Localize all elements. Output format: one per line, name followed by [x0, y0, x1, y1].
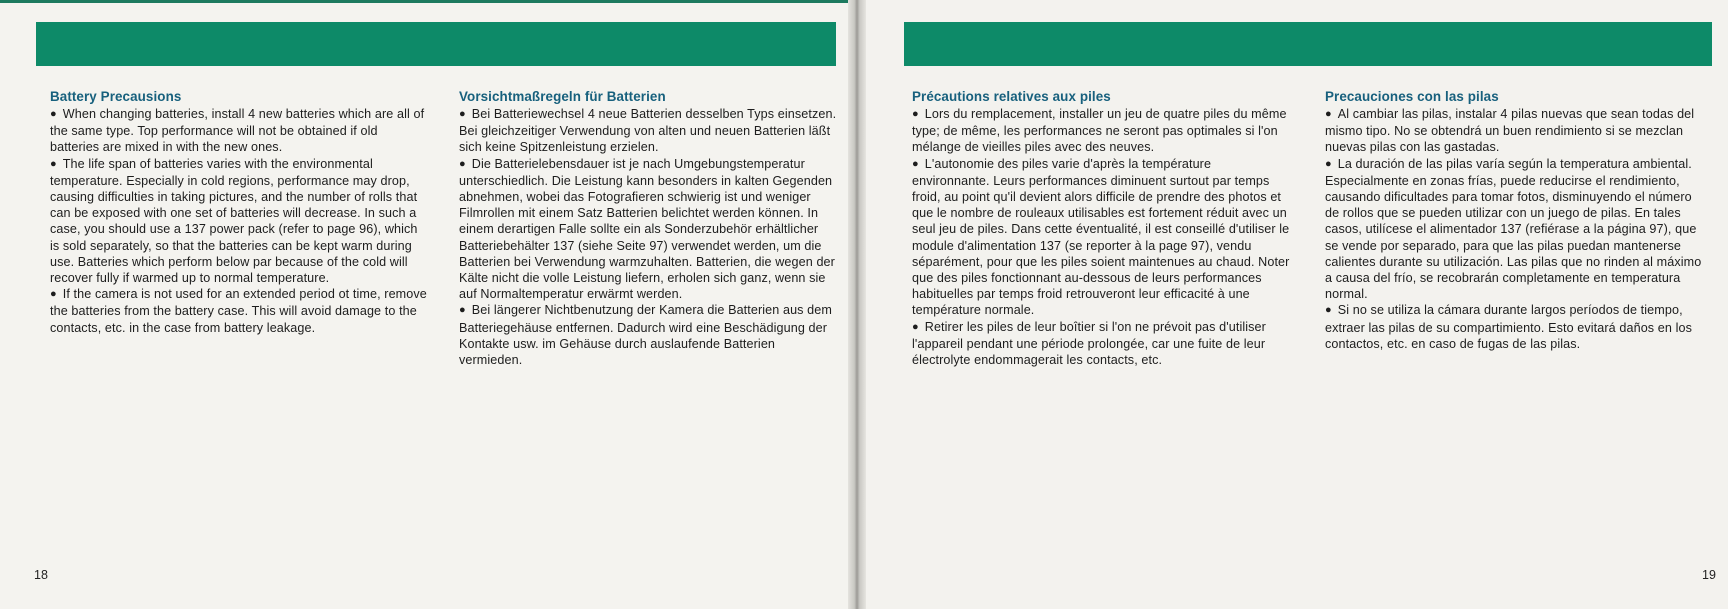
paragraph: ● Die Batterielebensdauer ist je nach Umgebungstemperatur unterschiedlich. Die Leistung kann besonders in kalten Gegenden abnehmen, wobei das Fotografieren schwierig ist und weniger Filmrollen mit einem Satz Batterien belichtet werden können. In einem derartigen Falle sollte ein als Sonderzubehör erhältlicher Batteriebehälter 137 (siehe Seite 97) verwendet werden, um die Batterien bei Verwendung warmzuhalten. Batterien, die wegen der Kälte nicht die volle Leistung liefern, erholen sich ganz, wenn sie auf Normaltemperatur erwärmt werden.: [459, 156, 835, 302]
section-heading: Précautions relatives aux piles: [912, 89, 1111, 104]
paragraph: ● The life span of batteries varies with the environmental temperature. Especially in cold regions, performance may drop, causing difficulties in taking pictures, and the number of rolls that can be exposed with one set of batteries will decrease. In such a case, you should use a 137 power pack (refer to page 96), which is sold separately, so that the batteries can be kept warm during use. Batteries which perform below par because of the cold will recover fully if warmed up to normal temperature.: [50, 156, 418, 286]
bullet-icon: ●: [50, 157, 57, 170]
paragraph: ● Bei längerer Nichtbenutzung der Kamera die Batterien aus dem Batteriegehäuse entfernen. Dadurch wird eine Beschädigung der Kontakte usw. im Gehäuse durch auslaufende Batterien vermieden.: [459, 303, 832, 368]
section-spanish: [1325, 88, 1703, 352]
bullet-icon: ●: [459, 108, 466, 120]
paragraph: ● Retirer les piles de leur boîtier si l'on ne prévoit pas d'utiliser l'appareil pendant une période prolongée, car une fuite de leur électrolyte endommagerait les contacts, etc.: [912, 319, 1266, 368]
paragraph: ● Bei Batteriewechsel 4 neue Batterien desselben Typs einsetzen. Bei gleichzeitiger Verwendung von alten und neuen Batterien läßt sich keine Spitzenleistung erzielen.: [459, 107, 837, 155]
bullet-icon: ●: [459, 157, 466, 170]
bullet-icon: ●: [50, 288, 57, 301]
section-french: [912, 88, 1290, 368]
bullet-icon: ●: [50, 108, 57, 120]
paragraph: ● Lors du remplacement, installer un jeu de quatre piles du même type; de même, les performances ne seront pas optimales si l'on mélange de vieilles piles avec des neuves.: [912, 107, 1287, 155]
paragraph: ● When changing batteries, install 4 new batteries which are all of the same type. Top performance will not be obtained if old batteries are mixed in with the new ones.: [50, 107, 425, 155]
section-heading: Vorsichtmaßregeln für Batterien: [459, 89, 666, 104]
book-gutter: [848, 0, 866, 609]
paragraph: ● If the camera is not used for an extended period ot time, remove the batteries from the battery case. This will avoid damage to the contacts, etc. in the case from battery leakage.: [50, 287, 427, 335]
bullet-icon: ●: [459, 304, 466, 317]
bullet-icon: ●: [1325, 304, 1332, 317]
header-band-left: [36, 22, 836, 66]
bullet-icon: ●: [912, 108, 919, 120]
section-heading: Battery Precausions: [50, 89, 182, 104]
section-english: [50, 88, 430, 336]
bullet-icon: ●: [912, 157, 919, 170]
paragraph: ● Si no se utiliza la cámara durante largos períodos de tiempo, extraer las pilas de su compartimiento. Esto evitará daños en los contactos, etc. en caso de fugas de las pilas.: [1325, 303, 1693, 351]
section-german: [459, 88, 839, 368]
page-number-left: 18: [34, 568, 48, 582]
section-heading: Precauciones con las pilas: [1325, 89, 1499, 104]
page-number-right: 19: [1702, 568, 1716, 582]
header-band-right: [904, 22, 1712, 66]
bullet-icon: ●: [1325, 157, 1332, 170]
top-rule: [0, 0, 848, 3]
bullet-icon: ●: [912, 320, 919, 333]
paragraph: ● L'autonomie des piles varie d'après la température environnante. Leurs performances diminuent surtout par temps froid, au point qu'il devient alors difficile de prendre des photos et que le nombre de rouleaux utilisables est fortement réduit avec un seul jeu de piles. Dans cette éventualité, il est conseillé d'utiliser le module d'alimentation 137 (se reporter à la page 97), vendu séparément, pour que les piles soient maintenues au chaud. Noter que des piles fonctionnant au-dessous de leurs performances habituelles par temps froid retrouveront leur efficacité à une température normale.: [912, 156, 1290, 318]
paragraph: ● La duración de las pilas varía según la temperatura ambiental. Especialmente en zonas frías, puede reducirse el rendimiento, causando dificultades para tomar fotos, disminuyendo el número de rollos que se pueden utilizar con un juego de pilas. En tales casos, utilícese el alimentador 137 (refiérase a la página 97), que se vende por separado, para que las pilas puedan mantenerse calientes durante su utilización. Las pilas que no rinden al máximo a causa del frío, se recobrarán completamente en temperatura normal.: [1325, 156, 1702, 302]
paragraph: ● Al cambiar las pilas, instalar 4 pilas nuevas que sean todas del mismo tipo. No se obtendrá un buen rendimiento si se mezclan nuevas pilas con las gastadas.: [1325, 107, 1695, 155]
bullet-icon: ●: [1325, 108, 1332, 120]
